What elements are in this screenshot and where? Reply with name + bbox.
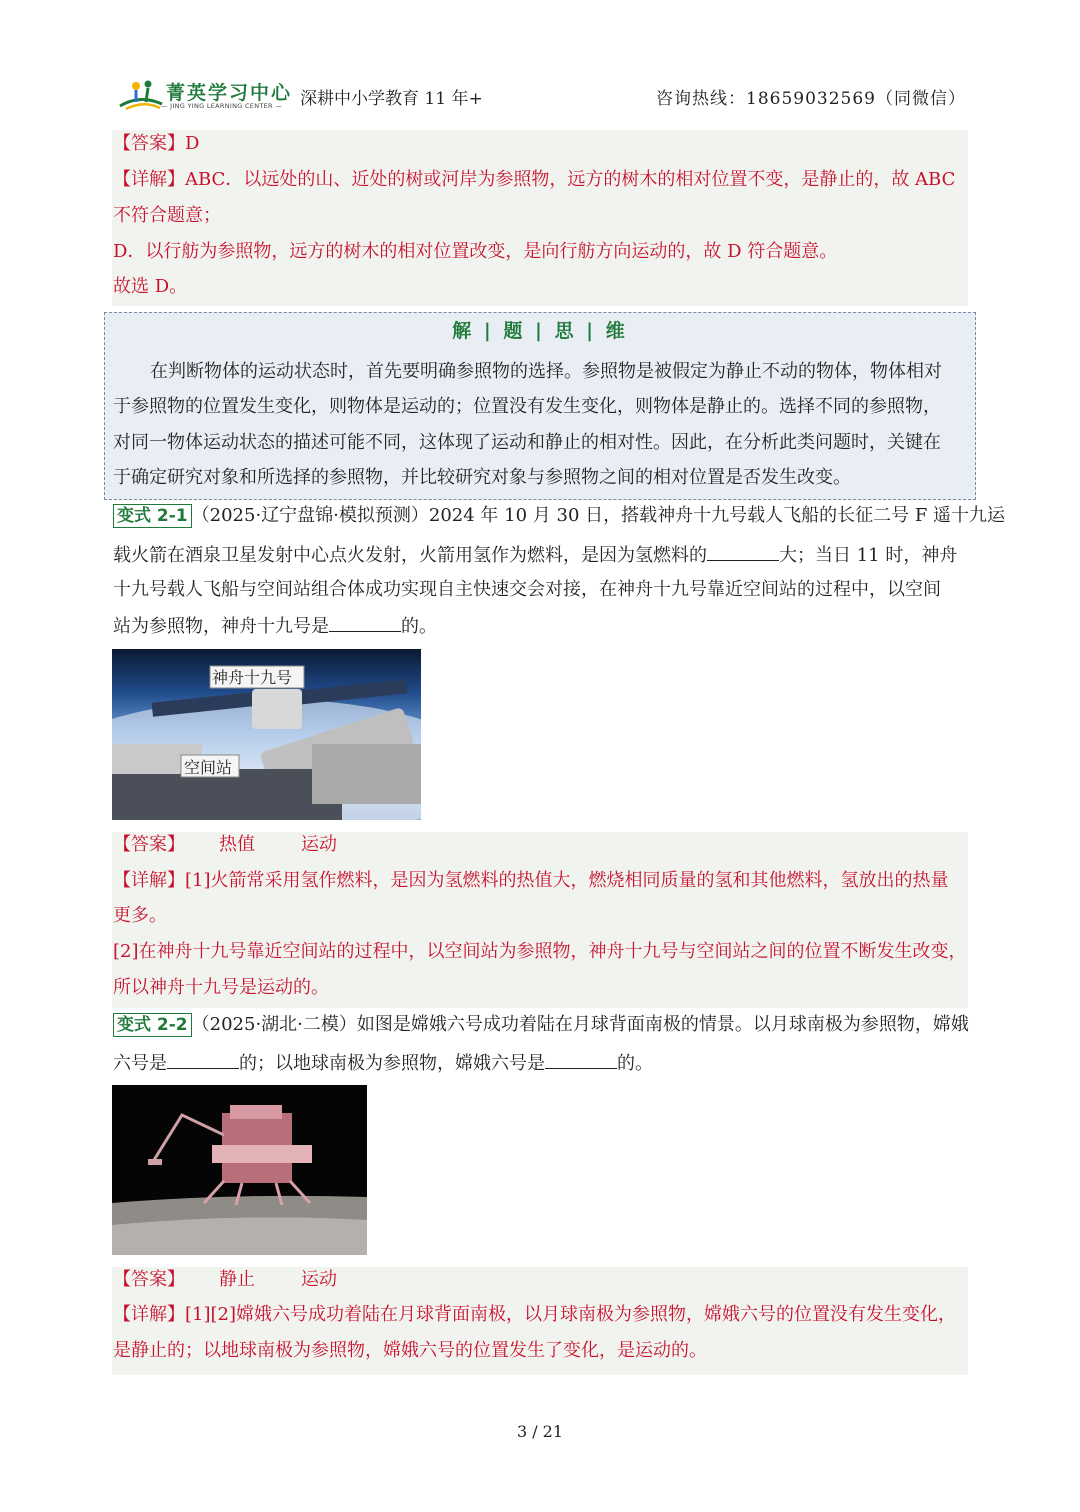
question-text: （2025·湖北·二模）如图是嫦娥六号成功着陆在月球背面南极的情景。以月球南极为参照物，嫦娥 — [191, 1014, 969, 1035]
question-2-2-line-2 — [113, 1050, 653, 1076]
answer-value: 运动 — [301, 834, 337, 855]
answer-tag: 【答案】 — [113, 1269, 185, 1290]
detail-tag: 【详解】 — [113, 1304, 185, 1325]
answer-tag: 【答案】 — [113, 834, 185, 855]
detail-line-1 — [113, 168, 955, 192]
answer-blank — [329, 613, 401, 632]
question-2-1-line-1 — [113, 504, 1005, 528]
thinking-title: 解 | 题 | 思 | 维 — [452, 320, 628, 342]
detail-line-3: D．以行舫为参照物，远方的树木的相对位置改变，是向行舫方向运动的，故 D 符合题意。 — [113, 241, 838, 262]
logo-subtitle: — JING YING LEARNING CENTER — — [161, 102, 283, 110]
detail-text: ABC．以远处的山、近处的树或河岸为参照物，远方的树木的相对位置不变，是静止的，故 ABC — [185, 169, 956, 190]
image-label-station: 空间站 — [184, 758, 233, 777]
detail-line-2-2-b: 是静止的；以地球南极为参照物，嫦娥六号的位置发生了变化，是运动的。 — [113, 1340, 707, 1361]
question-text: 站为参照物，神舟十九号是 — [113, 616, 329, 637]
question-text: 大；当日 11 时，神舟 — [779, 545, 958, 566]
question-badge: 变式 2-1 — [113, 504, 192, 528]
answer-blank — [167, 1050, 239, 1069]
answer-blank — [545, 1050, 617, 1069]
question-text: 的。 — [401, 616, 437, 637]
question-2-1-line-4 — [113, 613, 437, 639]
answer-block-1 — [112, 130, 968, 306]
answer-value: 静止 — [219, 1269, 255, 1290]
question-text: 载火箭在酒泉卫星发射中心点火发射，火箭用氢作为燃料，是因为氢燃料的 — [113, 545, 707, 566]
answer-line-1 — [113, 132, 199, 156]
thinking-line-2: 于参照物的位置发生变化，则物体是运动的；位置没有发生变化，则物体是静止的。选择不同的参照物， — [113, 396, 941, 417]
thinking-line-4: 于确定研究对象和所选择的参照物，并比较研究对象与参照物之间的相对位置是否发生改变。 — [113, 467, 851, 488]
answer-tag: 【答案】 — [113, 133, 185, 154]
detail-line-2-1-b: 更多。 — [113, 905, 167, 926]
detail-tag: 【详解】 — [113, 169, 185, 190]
thinking-line-1: 在判断物体的运动状态时，首先要明确参照物的选择。参照物是被假定为静止不动的物体，物体相对 — [150, 361, 942, 382]
detail-text: [1][2]嫦娥六号成功着陆在月球背面南极，以月球南极为参照物，嫦娥六号的位置没有发生变化， — [185, 1304, 956, 1325]
question-text: 的。 — [617, 1053, 653, 1074]
header-phone: 咨询热线：18659032569（同微信） — [656, 89, 966, 109]
answer-value: D — [185, 133, 200, 154]
question-2-1-line-2 — [113, 542, 957, 568]
lunar-lander-image — [112, 1085, 367, 1255]
answer-blank — [707, 542, 779, 561]
question-text: 六号是 — [113, 1053, 167, 1074]
question-2-1-line-3: 十九号载人飞船与空间站组合体成功实现自主快速交会对接，在神舟十九号靠近空间站的过程中，以空间 — [113, 579, 941, 600]
detail-text: [1]火箭常采用氢作燃料，是因为氢燃料的热值大，燃烧相同质量的氢和其他燃料，氢放出的热量 — [185, 870, 949, 891]
answer-line-2-1 — [113, 833, 337, 857]
question-badge: 变式 2-2 — [113, 1013, 192, 1037]
detail-line-4: 故选 D。 — [113, 276, 188, 297]
detail-line-2-1-c: [2]在神舟十九号靠近空间站的过程中，以空间站为参照物，神舟十九号与空间站之间的位置不断发生改变， — [113, 941, 967, 962]
question-text: （2025·辽宁盘锦·模拟预测）2024 年 10 月 30 日，搭载神舟十九号载人飞船的长征二号 F 遥十九运 — [191, 505, 1006, 526]
detail-line-2-1-d: 所以神舟十九号是运动的。 — [113, 977, 329, 998]
thinking-line-3: 对同一物体运动状态的描述可能不同，这体现了运动和静止的相对性。因此，在分析此类问题时，关键在 — [113, 432, 941, 453]
detail-line-2-2-a — [113, 1303, 956, 1327]
detail-tag: 【详解】 — [113, 870, 185, 891]
answer-line-2-2 — [113, 1268, 337, 1292]
header-slogan: 深耕中小学教育 11 年+ — [300, 89, 483, 109]
question-2-2-line-1 — [113, 1013, 969, 1037]
image-label-shenzhou: 神舟十九号 — [212, 668, 293, 687]
detail-line-2-1-a — [113, 869, 949, 893]
detail-line-2: 不符合题意； — [113, 205, 221, 226]
page-number: 3 / 21 — [516, 1422, 564, 1441]
answer-value: 热值 — [219, 834, 255, 855]
question-text: 的；以地球南极为参照物，嫦娥六号是 — [239, 1053, 545, 1074]
logo-title: 菁英学习中心 — [166, 82, 293, 104]
answer-value: 运动 — [301, 1269, 337, 1290]
spacecraft-docking-image — [112, 649, 421, 820]
